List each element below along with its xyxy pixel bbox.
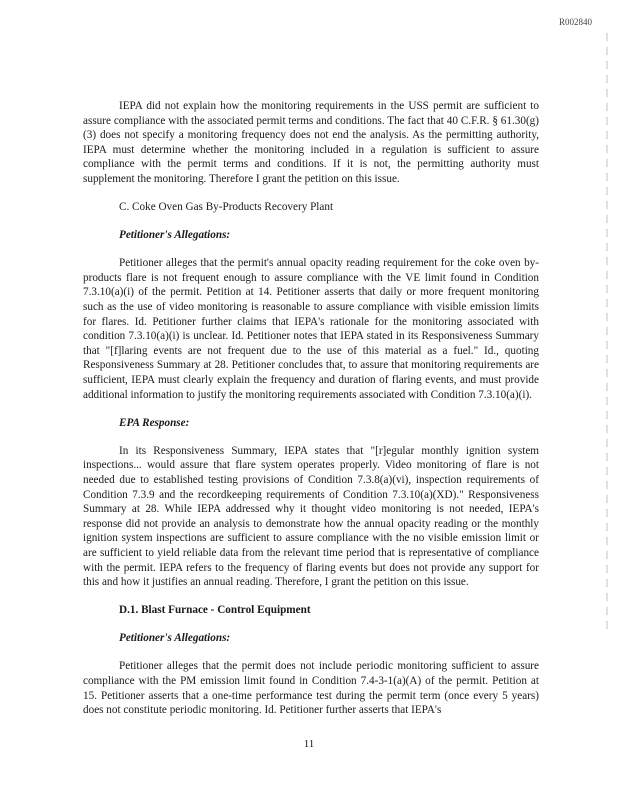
petitioner-allegations-heading: Petitioner's Allegations: [119,229,231,242]
body-text [83,99,539,731]
document-id: R002840 [558,17,592,27]
margin-artifact [606,30,608,630]
section-c-heading: C. Coke Oven Gas By-Products Recovery Plant [119,201,334,214]
paragraph-epa-response: In its Responsiveness Summary, IEPA states that "[r]egular monthly ignition system inspections... would assure that flare system operates properly. Video monitoring of flare is not needed due to established testing provisions of Condition 7.3.8(a)(vi), inspection requirements of Condition 7.3.9 and the recordkeeping requirements of Condition 7.3.10(a)(XD)." Responsiveness Summary at 28. While IEPA addressed why it thought video monitoring is not needed, IEPA's response did not provide an analysis to demonstrate how the annual opacity reading or the monthly ignition system inspections are sufficient to assure compliance with the no visible emission limit or are sufficient to yield reliable data from the relevant time period that is representative of compliance with the permit. IEPA refers to the frequency of flaring events but does not provide any support for this and how it justifies an annual reading. Therefore, I grant the petition on this issue. [83,444,539,589]
petitioner-allegations-heading-d: Petitioner's Allegations: [119,632,231,645]
section-d-heading: D.1. Blast Furnace - Control Equipment [119,604,311,617]
page-number: 11 [303,738,315,750]
epa-response-heading: EPA Response: [119,416,190,429]
paragraph-allegations-blast-furnace: Petitioner alleges that the permit does not include periodic monitoring sufficient to assure compliance with the PM emission limit found in Condition 7.4-3-1(a)(A) of the permit. Petition at 15. Petitioner asserts that a one-time performance test during the permit term (once every 5 years) does not constitute periodic monitoring. Id. Petitioner further asserts that IEPA's [83,660,539,717]
paragraph-allegations-flare: Petitioner alleges that the permit's annual opacity reading requirement for the coke oven by-products flare is not frequent enough to assure compliance with the VE limit found in Condition 7.3.10(a)(i) of the permit. Petition at 14. Petitioner asserts that daily or more frequent monitoring such as the use of video monitoring is reasonable to assure compliance with visible emission limits for flares. Id. Petitioner further claims that IEPA's rationale for the monitoring associated with condition 7.3.10(a)(i) is unclear. Id. Petitioner notes that IEPA stated in its Responsiveness Summary that "[f]laring events are not frequent due to the use of this material as a fuel." Id., quoting Responsiveness Summary at 28. Petitioner concludes that, to assure that monitoring requirements are sufficient, IEPA must clearly explain the frequency and duration of flaring events, and must provide additional information to justify the monitoring requirements associated with Condition 7.3.10(a)(i). [83,257,539,401]
paragraph-uss-monitoring: IEPA did not explain how the monitoring requirements in the USS permit are sufficient to assure compliance with the associated permit terms and conditions. The fact that 40 C.F.R. § 61.30(g)(3) does not specify a monitoring frequency does not end the analysis. As the permitting authority, IEPA must determine whether the monitoring included in a regulation is sufficient to assure compliance with the permit terms and conditions. If it is not, the permitting authority must supplement the monitoring. Therefore I grant the petition on this issue. [83,100,539,185]
